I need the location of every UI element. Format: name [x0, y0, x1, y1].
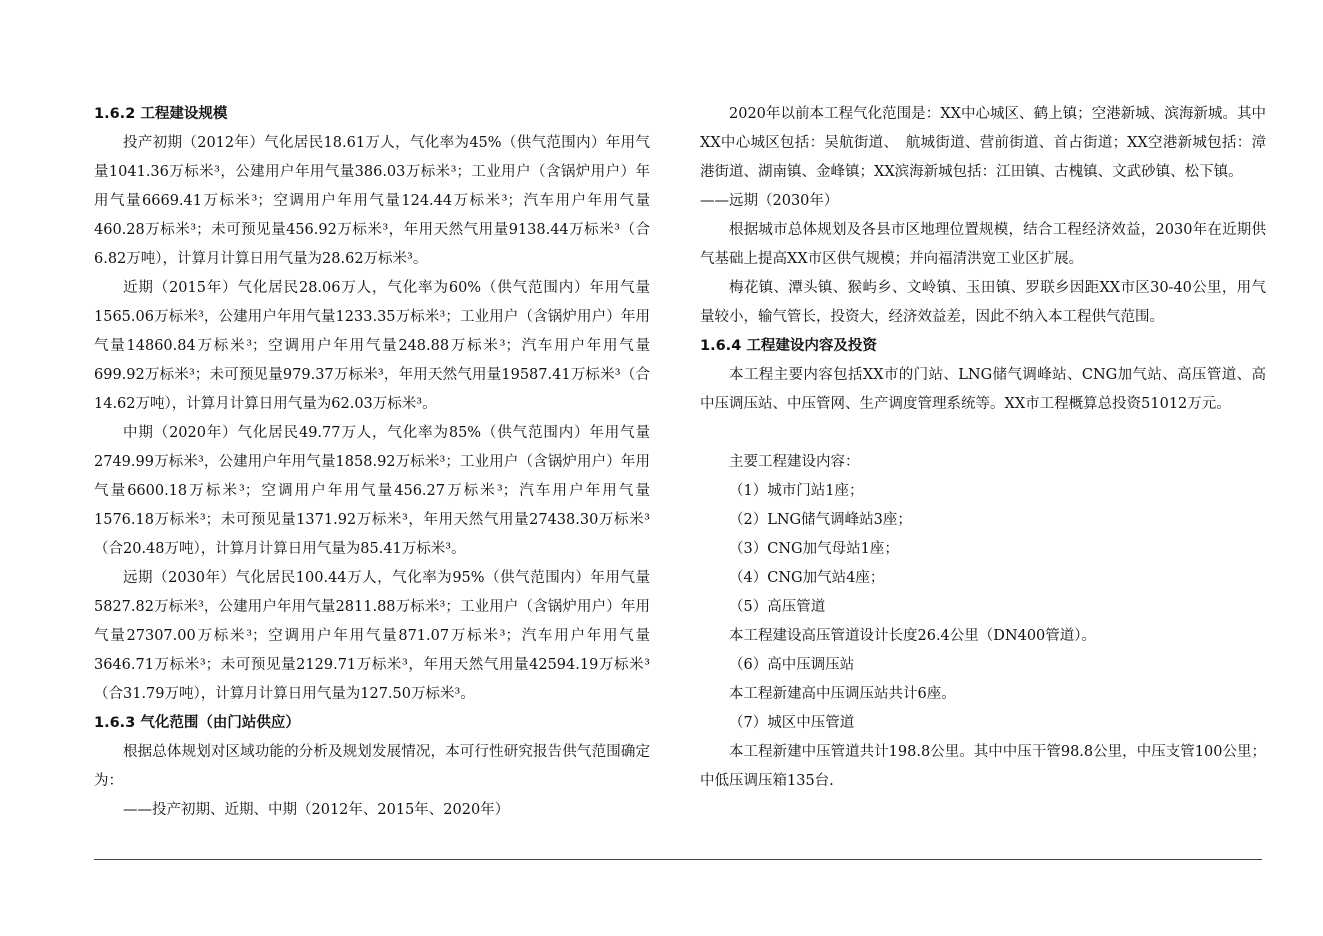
list-item: 本工程建设高压管道设计长度26.4公里（DN400管道）。 — [729, 628, 1097, 644]
right-column — [700, 100, 1266, 796]
paragraph-long-term-label: ——远期（2030年） — [700, 193, 839, 209]
list-item: （7）城区中压管道 — [729, 715, 855, 731]
section-1-6-2-heading: 1.6.2 工程建设规模 — [94, 106, 228, 122]
paragraph-near-term: 近期（2015年）气化居民28.06万人，气化率为60%（供气范围内）年用气量1565.06万标米³，公建用户年用气量1233.35万标米³；工业用户（含锅炉用户）年用气量14860.84万标米³；空调用户年用气量248.88万标米³；汽车用户年用气量699.92万标米³；未可预见量979.37万标米³，年用天然气用量19587.41万标米³（合14.62万吨），计算月计算日用气量为62.03万标米³。 — [94, 280, 650, 412]
section-1-6-4-heading: 1.6.4 工程建设内容及投资 — [700, 338, 877, 354]
paragraph-excluded-towns: 梅花镇、潭头镇、猴屿乡、文岭镇、玉田镇、罗联乡因距XX市区30-40公里，用气量较小，输气管长，投资大，经济效益差，因此不纳入本工程供气范围。 — [700, 280, 1266, 325]
section-1-6-3-heading: 1.6.3 气化范围（由门站供应） — [94, 715, 300, 731]
paragraph-periods-label: ——投产初期、近期、中期（2012年、2015年、2020年） — [123, 802, 510, 818]
list-item: （3）CNG加气母站1座； — [729, 541, 899, 557]
list-item: （4）CNG加气站4座； — [729, 570, 885, 586]
paragraph-investment: 本工程主要内容包括XX市的门站、LNG储气调峰站、CNG加气站、高压管道、高中压调压站、中压管网、生产调度管理系统等。XX市工程概算总投资51012万元。 — [700, 367, 1266, 412]
list-item: （1）城市门站1座； — [729, 483, 864, 499]
paragraph-initial-period: 投产初期（2012年）气化居民18.61万人，气化率为45%（供气范围内）年用气量1041.36万标米³，公建用户年用气量386.03万标米³；工业用户（含锅炉用户）年用气量6669.41万标米³；空调用户年用气量124.44万标米³；汽车用户年用气量460.28万标米³；未可预见量456.92万标米³，年用天然气用量9138.44万标米³（合6.82万吨），计算月计算日用气量为28.62万标米³。 — [94, 135, 650, 267]
paragraph-2020-scope: 2020年以前本工程气化范围是：XX中心城区、鹤上镇；空港新城、滨海新城。其中XX中心城区包括：吴航街道、 航城街道、营前街道、首占街道；XX空港新城包括：漳港街道、湖南镇、金峰镇；XX滨海新城包括：江田镇、古槐镇、文武砂镇、松下镇。 — [700, 106, 1266, 180]
paragraph-medium-pressure: 本工程新建中压管道共计198.8公里。其中中压干管98.8公里，中压支管100公里；中低压调压箱135台. — [700, 744, 1266, 789]
paragraph-supply-scope: 根据总体规划对区域功能的分析及规划发展情况，本可行性研究报告供气范围确定为： — [94, 744, 650, 789]
main-content-title: 主要工程建设内容： — [729, 454, 860, 470]
list-item: （6）高中压调压站 — [729, 657, 855, 673]
footer-divider — [94, 859, 1262, 860]
left-column — [94, 100, 650, 825]
list-item: （2）LNG储气调峰站3座； — [729, 512, 912, 528]
paragraph-2030-plan: 根据城市总体规划及各县市区地理位置规模，结合工程经济效益，2030年在近期供气基础上提高XX市区供气规模；并向福清洪宽工业区扩展。 — [700, 222, 1266, 267]
paragraph-mid-term: 中期（2020年）气化居民49.77万人，气化率为85%（供气范围内）年用气量2749.99万标米³，公建用户年用气量1858.92万标米³；工业用户（含锅炉用户）年用气量6600.18万标米³；空调用户年用气量456.27万标米³；汽车用户年用气量1576.18万标米³；未可预见量1371.92万标米³，年用天然气用量27438.30万标米³（合20.48万吨），计算月计算日用气量为85.41万标米³。 — [94, 425, 650, 557]
list-item: （5）高压管道 — [729, 599, 826, 615]
paragraph-long-term: 远期（2030年）气化居民100.44万人，气化率为95%（供气范围内）年用气量5827.82万标米³，公建用户年用气量2811.88万标米³；工业用户（含锅炉用户）年用气量27307.00万标米³；空调用户年用气量871.07万标米³；汽车用户年用气量3646.71万标米³；未可预见量2129.71万标米³，年用天然气用量42594.19万标米³（合31.79万吨），计算月计算日用气量为127.50万标米³。 — [94, 570, 650, 702]
list-item: 本工程新建高中压调压站共计6座。 — [729, 686, 956, 702]
spacer — [700, 419, 1266, 448]
